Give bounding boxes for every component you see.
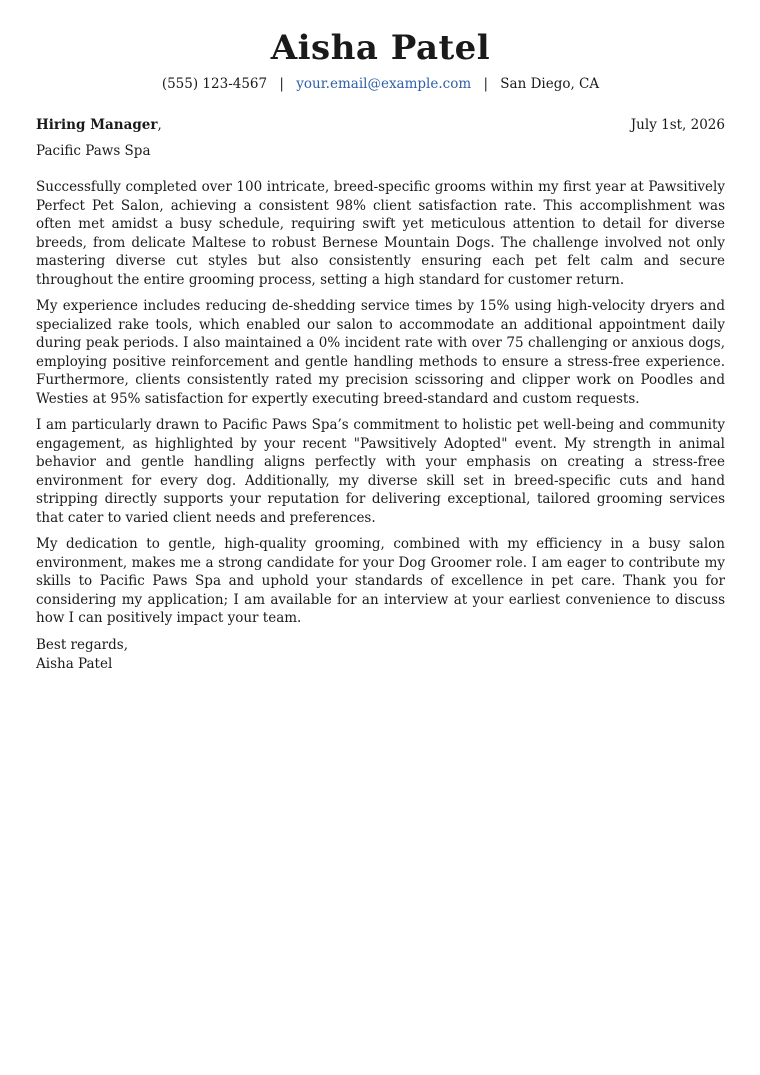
closing-block: [36, 636, 725, 674]
recipient-comma: ,: [157, 117, 162, 133]
body-paragraph: My dedication to gentle, high-quality grooming, combined with my efficiency in a busy salon environment, makes me a strong candidate for your Dog Groomer role. I am eager to contribute my skills to Pacific Paws Spa and uphold your standards of excellence in pet care. Thank you for considering my application; I am available for an interview at your earliest convenience to discuss how I can positively impact your team.: [36, 536, 725, 626]
letter-date: July 1st, 2026: [630, 117, 725, 133]
body-paragraph: Successfully completed over 100 intricate, breed-specific grooms within my first year at Pawsitively Perfect Pet Salon, achieving a consistent 98% client satisfaction rate. This accomplishment was often met amidst a busy schedule, requiring swift yet meticulous attention to detail for diverse breeds, from delicate Maltese to robust Bernese Mountain Dogs. The challenge involved not only mastering diverse cut styles but also consistently ensuring each pet felt calm and secure throughout the entire grooming process, setting a high standard for customer return.: [36, 179, 725, 288]
recipient-line: [36, 116, 162, 135]
body-paragraph: My experience includes reducing de-shedding service times by 15% using high-velocity dryers and specialized rake tools, which enabled our salon to accommodate an additional appointment daily during peak periods. I also maintained a 0% incident rate with over 75 challenging or anxious dogs, employing positive reinforcement and gentle handling methods to ensure a stress-free experience. Furthermore, clients consistently rated my precision scissoring and clipper work on Poodles and Westies at 95% satisfaction for expertly executing breed-standard and custom requests.: [36, 298, 725, 407]
signature: Aisha Patel: [36, 655, 113, 672]
recipient: Hiring Manager: [36, 117, 158, 133]
salutation-row: [36, 116, 725, 135]
phone-number: (555) 123-4567: [161, 76, 268, 92]
closing-phrase: Best regards,: [36, 636, 129, 653]
cover-letter-page: [36, 28, 725, 674]
company-name: Pacific Paws Spa: [36, 143, 151, 159]
contact-line: [36, 74, 725, 94]
location: San Diego, CA: [500, 76, 600, 92]
letter-body: [36, 178, 725, 628]
contact-separator: |: [483, 76, 488, 92]
applicant-name: Aisha Patel: [270, 28, 491, 68]
email-link[interactable]: your.email@example.com: [296, 76, 472, 92]
body-paragraph: I am particularly drawn to Pacific Paws Spa’s commitment to holistic pet well-being and community engagement, as highlighted by your recent "Pawsitively Adopted" event. My strength in animal behavior and gentle handling aligns perfectly with your emphasis on creating a stress-free environment for every dog. Additionally, my diverse skill set in breed-specific cuts and hand stripping directly supports your reputation for delivering exceptional, tailored grooming services that cater to varied client needs and preferences.: [36, 417, 725, 526]
contact-separator: |: [279, 76, 284, 92]
